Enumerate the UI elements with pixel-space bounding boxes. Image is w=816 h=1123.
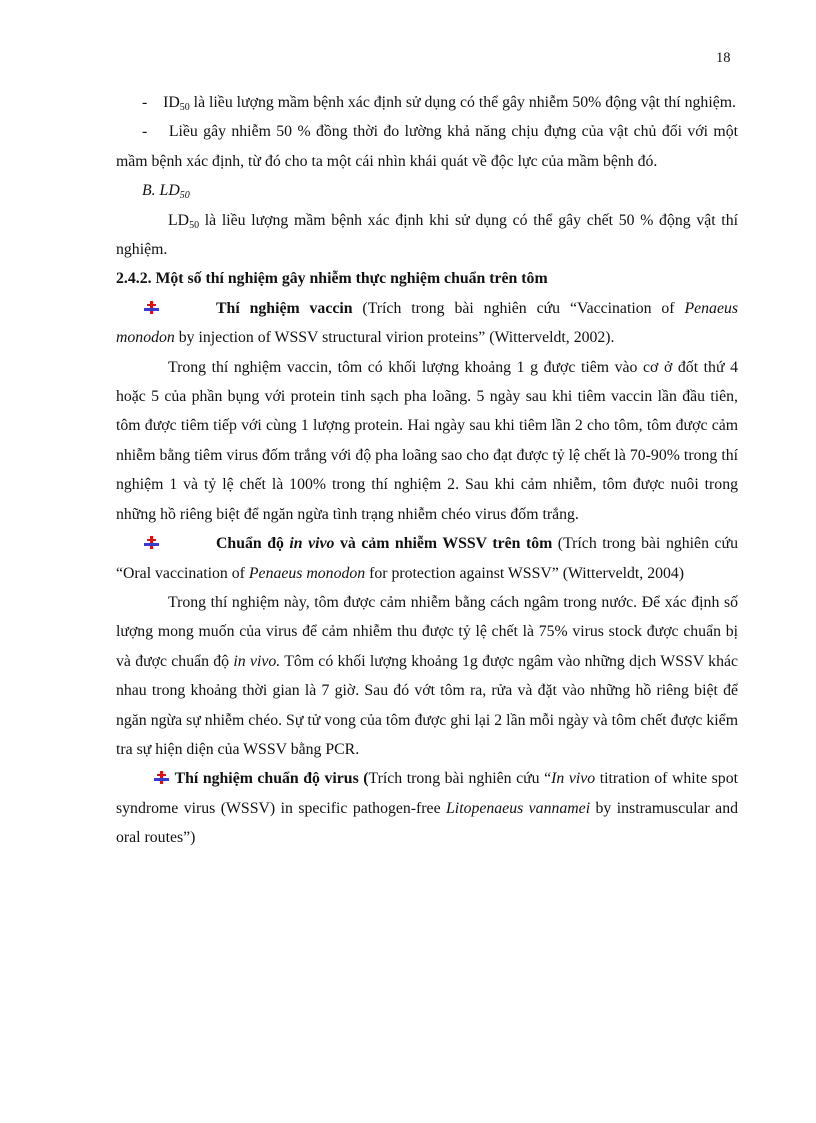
exp2-body: Trong thí nghiệm này, tôm được cảm nhiễm bằng cách ngâm trong nước. Để xác định số lượng mong muốn của virus để cảm nhiễm thu được tỷ lệ chết là 75% virus stock được chuẩn bị và được chuẩn độ in vivo. Tôm có khối lượng khoảng 1g được ngâm vào những dịch WSSV khác nhau trong khoảng thời gian là 7 giờ. Sau đó vớt tôm ra, rửa và đặt vào những hồ riêng biệt để ngăn ngừa sự nhiễm chéo. Sự tử vong của tôm được ghi lại 2 lần mỗi ngày và tôm chết được kiểm tra sự hiện diện của WSSV bằng PCR. — [116, 593, 738, 758]
exp3-title: Thí nghiệm chuẩn độ virus ( — [174, 770, 369, 788]
document-body — [116, 88, 738, 853]
arrow-bullet-icon — [154, 771, 170, 785]
exp2-title-line: Chuẩn độ in vivo và cảm nhiễm WSSV trên tôm (Trích trong bài nghiên cứu “Oral vaccination of Penaeus monodon for protection against WSSV” (Witterveldt, 2004) — [116, 535, 738, 582]
id50-prefix: ID — [163, 94, 180, 111]
bullet-ld-infect — [116, 117, 738, 176]
ld50-paragraph — [116, 206, 738, 265]
ld50-prefix: LD — [168, 211, 190, 229]
exp1-body: Trong thí nghiệm vaccin, tôm có khối lượng khoảng 1 g được tiêm vào cơ ở đốt thứ 4 hoặc 5 của phần bụng với protein tinh sạch pha loãng. 5 ngày sau khi tiêm vaccin lần đầu tiên, tôm được tiêm tiếp với cùng 1 lượng protein. Hai ngày sau khi tiêm lần 2 cho tôm, tôm được cảm nhiễm bằng tiêm virus đốm trắng với độ pha loãng sao cho đạt được tỷ lệ chết là 70-90% trong thí nghiệm 1 và tỷ lệ chết là 100% trong thí nghiệm 2. Sau khi cảm nhiễm, tôm được nuôi trong những hồ riêng biệt để ngăn ngừa tình trạng nhiễm chéo virus đốm trắng. — [116, 358, 738, 523]
dash-marker: - — [142, 123, 148, 141]
id50-text: là liều lượng mầm bệnh xác định sử dụng có thể gây nhiễm 50% động vật thí nghiệm. — [189, 94, 736, 111]
bullet-id50 — [116, 88, 738, 117]
section-heading: 2.4.2. Một số thí nghiệm gây nhiễm thực nghiệm chuẩn trên tôm — [116, 270, 548, 288]
id50-sub: 50 — [179, 102, 190, 113]
ld50-sub: 50 — [189, 219, 200, 231]
arrow-bullet-icon — [144, 536, 160, 550]
page-number: 18 — [716, 50, 731, 66]
ld-infect-text: Liều gây nhiễm 50 % đồng thời đo lường khả năng chịu đựng của vật chủ đối với một mầm bệnh xác định, từ đó cho ta một cái nhìn khái quát về độc lực của mầm bệnh đó. — [116, 123, 739, 170]
arrow-bullet-icon — [144, 301, 160, 315]
dash-marker: - — [142, 94, 148, 111]
exp1-title: Thí nghiệm vaccin — [216, 299, 353, 317]
exp2-title: Chuẩn độ in vivo và cảm nhiễm WSSV trên tôm — [216, 535, 553, 553]
exp3-title-line: Thí nghiệm chuẩn độ virus (Trích trong bài nghiên cứu “In vivo titration of white spot syndrome virus (WSSV) in specific pathogen-free Litopenaeus vannamei by instramuscular and oral routes”) — [116, 770, 738, 847]
section-b-label: B. $LD_{50}$ — [142, 182, 190, 202]
ld50-text: là liều lượng mầm bệnh xác định khi sử dụng có thể gây chết 50 % động vật thí nghiệm. — [116, 211, 738, 259]
exp1-title-line: Thí nghiệm vaccin (Trích trong bài nghiên cứu “Vaccination of Penaeus monodon by injection of WSSV structural virion proteins” (Witterveldt, 2002). — [116, 299, 738, 347]
